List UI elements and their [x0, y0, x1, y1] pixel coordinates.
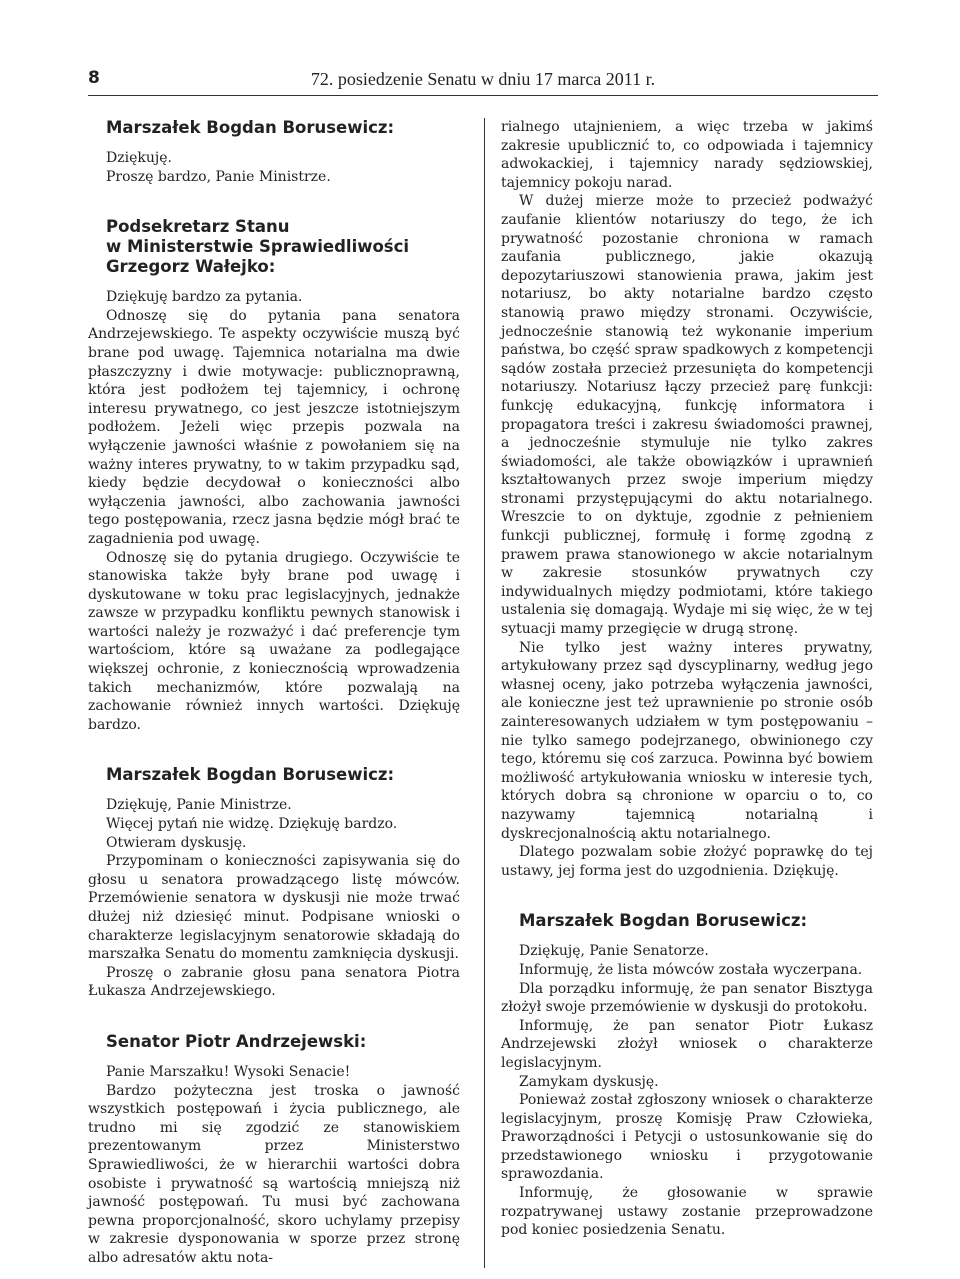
speech-continuation — [501, 118, 873, 880]
paragraph: Odnoszę się do pytania pana senatora Andrzejewskiego. Te aspekty oczywiście muszą być brane pod uwagę. Tajemnica notarialna ma dwie płaszczyzny i dwie motywacje: publicznoprawną, która jest podłożem tej tajemnicy, i ochronę interesu prywatnego, co jest jeszcze istotniejszym podłożem. Jeżeli więc przepis pozwala na wyłączenie jawności właśnie z powołaniem się na ważny interes prywatny, to w takim przypadku sąd, kiedy będzie decydował o konieczności albo wyłączenia jawności, albo zachowania jawności tego postępowania, rzecz jasna będzie mógł brać te zagadnienia pod uwagę. — [88, 307, 460, 547]
paragraph: W dużej mierze może to przecież podważyć zaufanie klientów notariuszy do tego, że ich prywatność pozostanie chroniona w ramach zaufania publicznego, jakie okazują depozytariuszowi stanowienia prawa, jakim jest notariusz, bo akty notarialne bardzo często stanowią prawo między stronami. Oczywiście, jednocześnie stanowią też wykonanie imperium państwa, bo część spraw spadkowych z kompetencji sądów została przecież przesunięta do kompetencji notariuszy. Notariusz łączy przecież parę funkcji: funkcję edukacyjną, funkcję informatora i propagatora treści i zakresu świadomości prawnej, a jednocześnie stymuluje nie tylko zakres świadomości, ale także obowiązków i uprawnień kształtowanych przez swoje imperium między stronami przystępującymi do aktu notarialnego. Wreszcie to on dyktuje, zgodnie z pełnieniem funkcji publicznej, formułę i formę zgodną z prawem prawa stanowionego w akcie notarialnym w zakresie stosunków prywatnych czy indywidualnych między podmiotami, które takiego ustalenia się domagają. Wydaje mi się więc, że w tej sytuacji mamy przegięcie w drugą stronę. — [501, 193, 873, 638]
paragraph: Informuję, że lista mówców została wyczerpana. — [519, 961, 863, 978]
paragraph: Proszę bardzo, Panie Ministrze. — [106, 168, 331, 185]
paragraph: Bardzo pożyteczna jest troska o jawność wszystkich postępowań i życia publicznego, ale trudno mi się zgodzić ze stanowiskiem prezentowanym przez Ministerstwo Sprawiedliwości, że w hierarchii wartości dobra osobiste i prywatność są wartością mniejszą niż jawność postępowań. Tu musi być zachowana pewna proporcjonalność, skoro uchylamy przepisy w zakresie dysponowania w sporze przez stronę albo adresatów aktu nota- — [88, 1082, 460, 1266]
paragraph: Panie Marszałku! Wysoki Senacie! — [106, 1063, 351, 1080]
speech-block — [88, 217, 460, 734]
left-column — [88, 118, 460, 1268]
speaker-heading-line: Podsekretarz Stanu — [106, 217, 290, 237]
speaker-heading — [106, 217, 460, 277]
paragraph: Ponieważ został zgłoszony wniosek o charakterze legislacyjnym, proszę Komisję Praw Człowieka, Praworządności i Petycji o ustosunkowanie się do przedstawionego wniosku i przygotowanie sprawozdania. — [501, 1092, 873, 1183]
right-column — [501, 118, 873, 1240]
paragraph: Więcej pytań nie widzę. Dziękuję bardzo. — [106, 816, 398, 833]
page-header — [88, 68, 878, 94]
page-number: 8 — [88, 68, 100, 88]
paragraph: Przypominam o konieczności zapisywania się do głosu u senatora prowadzącego listę mówców. Przemówienie senatora w dyskusji nie może trwać dłużej niż dziesięć minut. Podpisane wnioski o charakterze legislacyjnym senatorowie składają do marszałka Senatu do momentu zamknięcia dyskusji. — [88, 853, 460, 963]
header-rule — [88, 95, 878, 96]
speech-block — [501, 911, 873, 1240]
paragraph: Dla porządku informuję, że pan senator Bisztyga złożył swoje przemówienie w dyskusji do protokołu. — [501, 980, 873, 1016]
paragraph: Zamykam dyskusję. — [519, 1073, 659, 1090]
running-title: 72. posiedzenie Senatu w dniu 17 marca 2011 r. — [310, 69, 656, 89]
paragraph: Dziękuję bardzo za pytania. — [106, 289, 303, 306]
speaker-heading: Marszałek Bogdan Borusewicz: — [106, 765, 395, 785]
column-divider — [484, 118, 485, 1268]
speech-block — [88, 1032, 460, 1268]
paragraph: Dlatego pozwalam sobie złożyć poprawkę do tej ustawy, jej forma jest do uzgodnienia. Dziękuję. — [501, 844, 873, 879]
paragraph: Dziękuję, Panie Ministrze. — [106, 797, 292, 814]
speech-block — [88, 118, 460, 186]
paragraph: rialnego utajnieniem, a więc trzeba w jakimś zakresie upublicznić to, co odpowiada i tajemnicy adwokackiej, i tajemnicy narady sędziowskiej, tajemnicy pokoju narad. — [501, 119, 873, 191]
paragraph: Informuję, że pan senator Piotr Łukasz Andrzejewski złożył wniosek o charakterze legislacyjnym. — [501, 1017, 873, 1071]
speech-block — [88, 765, 460, 1001]
speaker-heading-line: Grzegorz Wałejko: — [106, 257, 276, 277]
paragraph: Informuję, że głosowanie w sprawie rozpatrywanej ustawy zostanie przeprowadzone pod koniec posiedzenia Senatu. — [501, 1185, 873, 1239]
paragraph: Otwieram dyskusję. — [106, 834, 247, 851]
speaker-heading: Senator Piotr Andrzejewski: — [106, 1031, 367, 1051]
speaker-heading: Marszałek Bogdan Borusewicz: — [106, 118, 395, 137]
paragraph: Nie tylko jest ważny interes prywatny, artykułowany przez sąd dyscyplinarny, według jego własnej oceny, jako potrzeba wyłączenia jawności, ale konieczne jest też uprawnienie po stronie osób zainteresowanych udziałem w tym postępowaniu – nie tylko samego podejrzanego, obwinionego czy tego, któremu się coś zarzuca. Powinna być bowiem możliwość artykułowania wniosku w interesie tych, których dobra są chronione w oparciu o to, co nazywamy tajemnicą notarialną i dyskrecjonalnością aktu notarialnego. — [501, 639, 873, 842]
paragraph: Proszę o zabranie głosu pana senatora Piotra Łukasza Andrzejewskiego. — [88, 964, 460, 1000]
paragraph: Dziękuję. — [106, 150, 172, 166]
paragraph: Odnoszę się do pytania drugiego. Oczywiście te stanowiska także były brane pod uwagę i dyskutowane w toku prac legislacyjnych, jednakże zawsze w przypadku konfliktu pewnych stanowisk i wartości należy je rozważyć i dać preferencje tym wartościom, które są uważane za podlegające większej ochronie, z koniecznością wprowadzenia takich mechanizmów, które pozwalają na zachowanie również innych wartości. Dziękuję bardzo. — [88, 549, 460, 733]
paragraph: Dziękuję, Panie Senatorze. — [519, 943, 709, 960]
speaker-heading-line: w Ministerstwie Sprawiedliwości — [106, 237, 410, 257]
speaker-heading: Marszałek Bogdan Borusewicz: — [519, 911, 808, 931]
